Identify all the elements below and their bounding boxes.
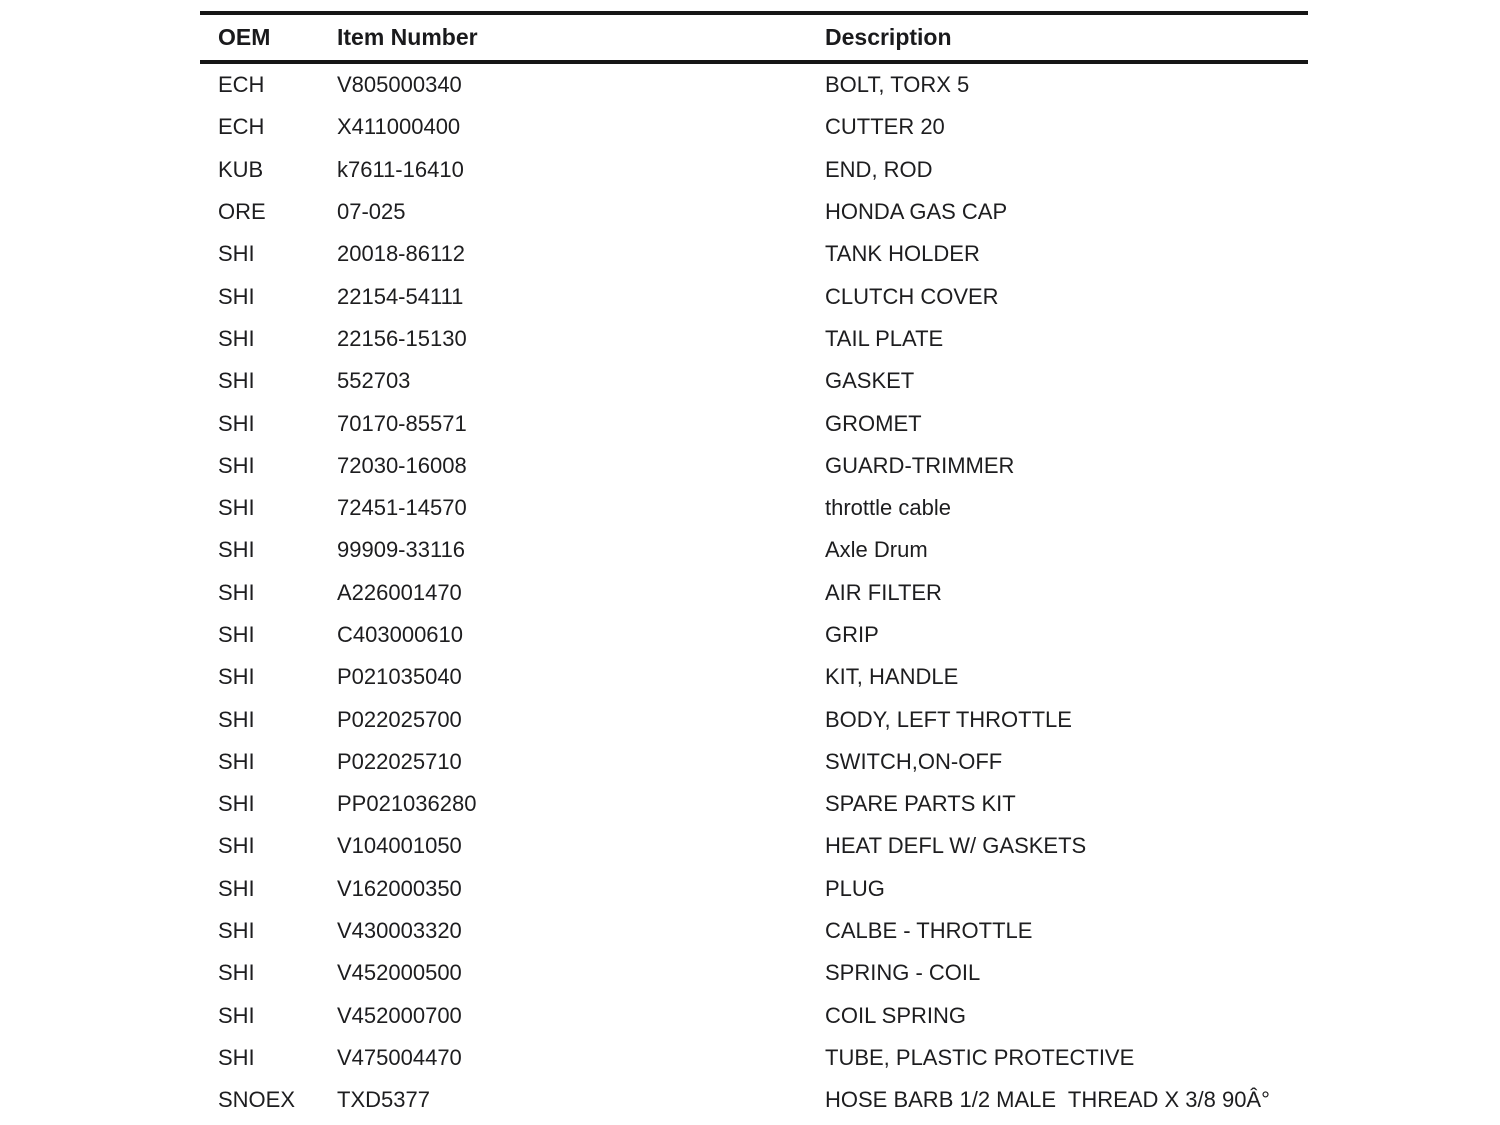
table-cell-description: GUARD-TRIMMER bbox=[825, 452, 1015, 478]
table-cell-item-number: 20018-86112 bbox=[337, 241, 466, 267]
table-cell-oem: SHI bbox=[218, 664, 255, 690]
table-cell-item-number: 72451-14570 bbox=[337, 495, 467, 521]
table-cell-description: AIR FILTER bbox=[825, 579, 942, 605]
table-cell-item-number: PP021036280 bbox=[337, 791, 477, 817]
table-row bbox=[200, 741, 1308, 783]
parts-table bbox=[200, 11, 1308, 1121]
table-cell-oem: SHI bbox=[218, 452, 255, 478]
table-cell-item-number: 99909-33116 bbox=[337, 537, 466, 563]
table-cell-item-number: A226001470 bbox=[337, 579, 462, 605]
table-cell-item-number: V452000700 bbox=[337, 1002, 462, 1028]
table-row bbox=[200, 64, 1308, 106]
table-row bbox=[200, 1079, 1308, 1121]
table-body bbox=[200, 64, 1308, 1121]
table-cell-oem: SHI bbox=[218, 622, 255, 647]
table-cell-description: TAIL PLATE bbox=[825, 325, 944, 351]
table-cell-item-number: V805000340 bbox=[337, 72, 462, 98]
table-cell-description: GASKET bbox=[825, 368, 915, 394]
table-cell-item-number: k7611-16410 bbox=[337, 156, 464, 182]
table-cell-oem: SHI bbox=[218, 537, 255, 563]
table-cell-description: throttle cable bbox=[825, 495, 951, 521]
table-cell-oem: SHI bbox=[218, 325, 255, 351]
table-cell-item-number: 552703 bbox=[337, 368, 411, 394]
table-row bbox=[200, 614, 1308, 656]
table-header-row bbox=[200, 15, 1308, 60]
table-cell-item-number: 22154-54111 bbox=[337, 283, 464, 309]
table-row bbox=[200, 1037, 1308, 1079]
table-cell-oem: SNOEX bbox=[218, 1087, 296, 1113]
table-cell-item-number: V104001050 bbox=[337, 833, 462, 859]
table-cell-description: HOSE BARB 1/2 MALE THREAD X 3/8 90Â° bbox=[825, 1087, 1270, 1113]
table-row bbox=[200, 868, 1308, 910]
table-cell-description: BOLT, TORX 5 bbox=[825, 72, 970, 98]
table-cell-item-number: X411000400 bbox=[337, 114, 461, 140]
table-cell-oem: ECH bbox=[218, 114, 265, 140]
table-cell-oem: SHI bbox=[218, 368, 255, 394]
table-cell-item-number: V430003320 bbox=[337, 918, 462, 944]
table-cell-oem: SHI bbox=[218, 1044, 255, 1070]
table-cell-description: GRIP bbox=[825, 622, 879, 647]
table-cell-oem: SHI bbox=[218, 495, 255, 521]
table-cell-description: GROMET bbox=[825, 410, 922, 436]
table-cell-description: CLUTCH COVER bbox=[825, 283, 999, 309]
table-cell-oem: SHI bbox=[218, 579, 255, 605]
table-cell-oem: SHI bbox=[218, 791, 255, 817]
table-row bbox=[200, 487, 1308, 529]
table-row bbox=[200, 572, 1308, 614]
table-cell-oem: SHI bbox=[218, 833, 255, 859]
table-cell-description: CALBE - THROTTLE bbox=[825, 918, 1033, 944]
table-cell-oem: ORE bbox=[218, 199, 266, 225]
table-cell-description: Axle Drum bbox=[825, 537, 928, 563]
table-cell-oem: SHI bbox=[218, 410, 255, 436]
table-row bbox=[200, 402, 1308, 444]
table-cell-item-number: 22156-15130 bbox=[337, 325, 467, 351]
table-cell-description: SWITCH,ON-OFF bbox=[825, 748, 1003, 774]
table-row bbox=[200, 995, 1308, 1037]
table-cell-item-number: 07-025 bbox=[337, 199, 406, 225]
table-row bbox=[200, 360, 1308, 402]
table-cell-oem: SHI bbox=[218, 875, 255, 901]
table-cell-item-number: TXD5377 bbox=[337, 1087, 430, 1113]
table-row bbox=[200, 825, 1308, 867]
table-cell-description: KIT, HANDLE bbox=[825, 664, 959, 690]
table-cell-item-number: V452000500 bbox=[337, 960, 462, 986]
table-cell-item-number: V475004470 bbox=[337, 1044, 462, 1070]
table-cell-item-number: 70170-85571 bbox=[337, 410, 467, 436]
table-cell-item-number: P022025700 bbox=[337, 706, 462, 732]
table-row bbox=[200, 783, 1308, 825]
table-cell-item-number: 72030-16008 bbox=[337, 452, 467, 478]
table-cell-description: SPRING - COIL bbox=[825, 960, 981, 986]
column-header-oem: OEM bbox=[218, 24, 271, 50]
table-cell-oem: SHI bbox=[218, 706, 255, 732]
table-cell-description: PLUG bbox=[825, 875, 885, 901]
table-row bbox=[200, 106, 1308, 148]
table-cell-description: END, ROD bbox=[825, 156, 933, 182]
table-row bbox=[200, 275, 1308, 317]
table-row bbox=[200, 656, 1308, 698]
table-cell-oem: SHI bbox=[218, 283, 255, 309]
column-header-description: Description bbox=[825, 24, 952, 50]
table-cell-description: COIL SPRING bbox=[825, 1002, 966, 1028]
table-cell-description: TANK HOLDER bbox=[825, 241, 980, 267]
table-row bbox=[200, 233, 1308, 275]
table-cell-oem: SHI bbox=[218, 918, 255, 944]
table-cell-description: HEAT DEFL W/ GASKETS bbox=[825, 833, 1087, 859]
column-header-item-number: Item Number bbox=[337, 24, 478, 50]
table-row bbox=[200, 445, 1308, 487]
table-cell-description: SPARE PARTS KIT bbox=[825, 791, 1016, 817]
table-row bbox=[200, 318, 1308, 360]
table-cell-item-number: P021035040 bbox=[337, 664, 462, 690]
table-cell-oem: SHI bbox=[218, 960, 255, 986]
table-cell-item-number: P022025710 bbox=[337, 748, 462, 774]
table-row bbox=[200, 149, 1308, 191]
table-row bbox=[200, 952, 1308, 994]
table-row bbox=[200, 191, 1308, 233]
table-cell-item-number: V162000350 bbox=[337, 875, 462, 901]
table-row bbox=[200, 910, 1308, 952]
table-cell-oem: KUB bbox=[218, 156, 264, 182]
table-row bbox=[200, 698, 1308, 740]
table-cell-description: BODY, LEFT THROTTLE bbox=[825, 706, 1072, 732]
table-cell-item-number: C403000610 bbox=[337, 622, 464, 647]
table-cell-description: CUTTER 20 bbox=[825, 114, 945, 140]
table-cell-description: HONDA GAS CAP bbox=[825, 199, 1008, 225]
table-cell-oem: SHI bbox=[218, 748, 255, 774]
table-row bbox=[200, 529, 1308, 571]
table-cell-oem: SHI bbox=[218, 1002, 255, 1028]
table-cell-description: TUBE, PLASTIC PROTECTIVE bbox=[825, 1044, 1135, 1070]
table-cell-oem: SHI bbox=[218, 241, 255, 267]
table-cell-oem: ECH bbox=[218, 72, 265, 98]
